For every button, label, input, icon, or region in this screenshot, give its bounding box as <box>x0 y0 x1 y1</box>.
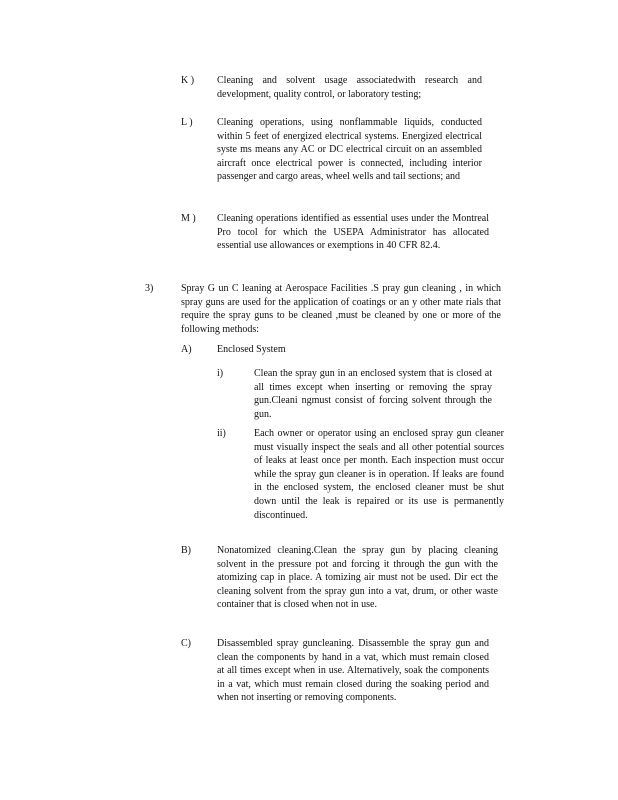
sub-a-i-text <box>254 367 492 421</box>
item-k-text <box>217 74 482 101</box>
sub-b-paragraph: Nonatomized cleaning.Clean the spray gun by placing cleaning solvent in the pressure pot and forcing it through the gun with the atomizing cap in place. A tomizing air must not be used. Dir ect the cleaning solvent from the spray gun into a vat, drum, or other waste container that is closed when not in use. <box>217 545 498 611</box>
sub-a-ii-paragraph: Each owner or operator using an enclosed spray gun cleaner must visually inspect the seals and all other potential sources of leaks at least once per month. Each inspection must occur while the spray gun cleaner is in operation. If leaks are found in the enclosed system, the enclosed cleaner must be shut down until the leak is repaired or its use is permanently discontinued. <box>254 428 504 521</box>
sub-b-text <box>217 544 498 612</box>
item-l-label: L ) <box>181 117 193 128</box>
sub-a-label: A) <box>181 344 192 355</box>
sub-c-paragraph: Disassembled spray guncleaning. Disassemble the spray gun and clean the components by hand in a vat, which must remain closed at all times except when in use. Alternatively, soak the components in a vat, which must remain closed during the soaking period and when not inserting or removing components. <box>217 638 489 704</box>
section-3-label: 3) <box>145 283 154 294</box>
item-l-paragraph: Cleaning operations, using nonflammable liquids, conducted within 5 feet of energized electrical systems. Energized electrical syste ms means any AC or DC electrical circuit on an assembled aircraft once electrical power is connected, including interior passenger and cargo areas, wheel wells and tail sections; and <box>217 117 482 183</box>
sub-c-label: C) <box>181 638 191 649</box>
section-3-text <box>181 282 501 336</box>
sub-c-text <box>217 637 489 705</box>
sub-a-heading: Enclosed System <box>217 344 286 355</box>
item-k-label: K ) <box>181 75 195 86</box>
item-l-text <box>217 116 482 184</box>
sub-a-i-paragraph: Clean the spray gun in an enclosed system that is closed at all times except when inserting or removing the spray gun.Cleani ngmust consist of forcing solvent through the gun. <box>254 368 492 420</box>
item-m-paragraph: Cleaning operations identified as essential uses under the Montreal Pro tocol for which the USEPA Administrator has allocated essential use allowances or exemptions in 40 CFR 82.4. <box>217 213 489 252</box>
section-3-paragraph: Spray G un C leaning at Aerospace Facilities .S pray gun cleaning , in which spray guns are used for the application of coatings or an y other mate rials that require the spray guns to be cleaned ,must be cleaned by one or more of the following methods: <box>181 283 501 335</box>
sub-a-ii-text <box>254 427 504 522</box>
item-k-paragraph: Cleaning and solvent usage associatedwith research and development, quality control, or laboratory testing; <box>217 75 482 100</box>
sub-a-ii-label: ii) <box>217 428 226 439</box>
sub-b-label: B) <box>181 545 191 556</box>
sub-a-i-label: i) <box>217 368 224 379</box>
item-m-text <box>217 212 489 253</box>
item-m-label: M ) <box>181 213 196 224</box>
